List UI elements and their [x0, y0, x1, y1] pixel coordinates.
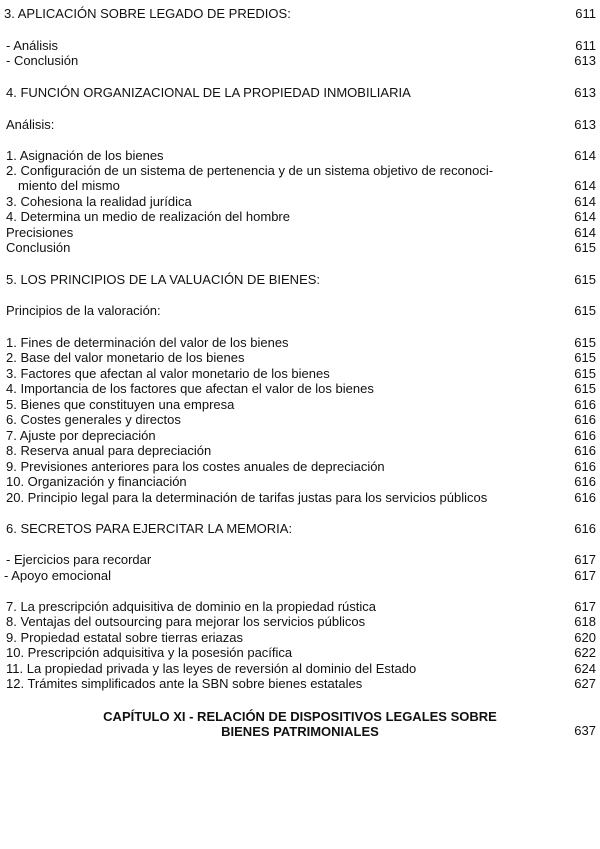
- toc-entry: [0, 335, 600, 351]
- toc-entry: [0, 676, 600, 692]
- toc-entry: [0, 350, 600, 366]
- entry-page: 616: [574, 459, 596, 474]
- entry-title: 1. Fines de determinación del valor de los bienes: [6, 335, 289, 350]
- toc-entry: [0, 381, 600, 397]
- toc-entry: [0, 366, 600, 382]
- toc-entry-section-4: [0, 85, 600, 101]
- entry-page: 615: [574, 240, 596, 255]
- entry-page: 616: [574, 428, 596, 443]
- entry-page: 618: [574, 614, 596, 629]
- entry-page: 615: [574, 366, 596, 381]
- entry-title: 10. Prescripción adquisitiva y la posesión pacífica: [6, 645, 293, 660]
- entry-page: 616: [574, 490, 596, 505]
- entry-page: 615: [574, 381, 596, 396]
- entry-title: 4. Importancia de los factores que afectan el valor de los bienes: [6, 381, 374, 396]
- entry-title: 4. FUNCIÓN ORGANIZACIONAL DE LA PROPIEDAD INMOBILIARIA: [6, 85, 411, 100]
- entry-page: 615: [574, 272, 596, 287]
- toc-entry: [0, 645, 600, 661]
- toc-entry: [0, 53, 600, 69]
- toc-entry: [0, 443, 600, 459]
- entry-title: 9. Previsiones anteriores para los costes anuales de depreciación: [6, 459, 385, 474]
- entry-title: 8. Reserva anual para depreciación: [6, 443, 212, 458]
- toc-entry: [0, 225, 600, 241]
- entry-title: 7. Ajuste por depreciación: [6, 428, 156, 443]
- entry-title: - Conclusión: [6, 53, 79, 68]
- entry-page: 624: [574, 661, 596, 676]
- entry-page: 611: [575, 6, 596, 21]
- entry-title: 5. Bienes que constituyen una empresa: [6, 397, 235, 412]
- entry-page: 615: [574, 335, 596, 350]
- chapter-heading-line1: CAPÍTULO XI - RELACIÓN DE DISPOSITIVOS LEGALES SOBRE: [103, 709, 497, 724]
- toc-entry: [0, 240, 600, 256]
- toc-entry: [0, 412, 600, 428]
- toc-entry: [0, 661, 600, 677]
- entry-title: 2. Configuración de un sistema de pertenencia y de un sistema objetivo de reconoci-: [6, 163, 494, 178]
- entry-title: 6. SECRETOS PARA EJERCITAR LA MEMORIA:: [6, 521, 293, 536]
- entry-title: Análisis:: [6, 117, 55, 132]
- toc-entry: [0, 552, 600, 568]
- entry-title: 3. Cohesiona la realidad jurídica: [6, 194, 192, 209]
- entry-title: - Ejercicios para recordar: [6, 552, 152, 567]
- entry-title: - Análisis: [6, 38, 59, 53]
- toc-entry: [0, 614, 600, 630]
- entry-title: 10. Organización y financiación: [6, 474, 187, 489]
- toc-entry: [0, 568, 600, 584]
- toc-entry-section-3: [0, 6, 600, 22]
- chapter-heading-line2: BIENES PATRIMONIALES: [221, 724, 379, 739]
- toc-entry: [0, 490, 600, 506]
- entry-title: 2. Base del valor monetario de los bienes: [6, 350, 245, 365]
- entry-title: 3. APLICACIÓN SOBRE LEGADO DE PREDIOS:: [4, 6, 291, 21]
- toc-entry: [0, 209, 600, 225]
- entry-page: 616: [574, 474, 596, 489]
- entry-title: 6. Costes generales y directos: [6, 412, 181, 427]
- entry-title: Conclusión: [6, 240, 71, 255]
- entry-title: 5. LOS PRINCIPIOS DE LA VALUACIÓN DE BIENES:: [6, 272, 321, 287]
- entry-page: 617: [574, 552, 596, 567]
- toc-entry: [0, 38, 600, 54]
- entry-title: - Apoyo emocional: [4, 568, 111, 583]
- entry-page: 616: [574, 412, 596, 427]
- entry-page: 611: [575, 38, 596, 53]
- entry-page: 614: [574, 148, 596, 163]
- entry-title: 9. Propiedad estatal sobre tierras eriazas: [6, 630, 244, 645]
- toc-entry-section-6: [0, 521, 600, 537]
- entry-title: 8. Ventajas del outsourcing para mejorar los servicios públicos: [6, 614, 366, 629]
- toc-entry-section-5: [0, 272, 600, 288]
- entry-title: 11. La propiedad privada y las leyes de reversión al dominio del Estado: [6, 661, 417, 676]
- entry-page: 617: [574, 599, 596, 614]
- entry-page: 614: [574, 194, 596, 209]
- toc-entry: [0, 194, 600, 210]
- toc-entry: [0, 428, 600, 444]
- entry-page: 620: [574, 630, 596, 645]
- entry-page: 616: [574, 521, 596, 536]
- toc-entry: [0, 459, 600, 475]
- entry-page: 615: [574, 303, 596, 318]
- toc-entry: [0, 148, 600, 164]
- entry-page: 615: [574, 350, 596, 365]
- entry-page: 622: [574, 645, 596, 660]
- toc-entry: [0, 630, 600, 646]
- entry-page: 613: [574, 53, 596, 68]
- entry-page: 617: [574, 568, 596, 583]
- entry-title: 12. Trámites simplificados ante la SBN sobre bienes estatales: [6, 676, 363, 691]
- entry-page: 614: [574, 178, 596, 193]
- toc-entry: [0, 178, 600, 194]
- entry-page: 613: [574, 117, 596, 132]
- toc-entry: [0, 117, 600, 133]
- toc-entry: [0, 397, 600, 413]
- toc-entry: [0, 163, 600, 179]
- entry-title: 1. Asignación de los bienes: [6, 148, 164, 163]
- entry-title: Precisiones: [6, 225, 74, 240]
- entry-page: 613: [574, 85, 596, 100]
- entry-title: 4. Determina un medio de realización del hombre: [6, 209, 290, 224]
- entry-page: 614: [574, 209, 596, 224]
- entry-page: 614: [574, 225, 596, 240]
- entry-title: 3. Factores que afectan al valor monetario de los bienes: [6, 366, 330, 381]
- entry-title: Principios de la valoración:: [6, 303, 161, 318]
- toc-entry: [0, 474, 600, 490]
- entry-title: 7. La prescripción adquisitiva de dominio en la propiedad rústica: [6, 599, 376, 614]
- entry-page: 616: [574, 443, 596, 458]
- entry-page: 627: [574, 676, 596, 691]
- toc-entry: [0, 303, 600, 319]
- toc-entry: [0, 599, 600, 615]
- entry-title: 20. Principio legal para la determinación de tarifas justas para los servicios públicos: [6, 490, 488, 505]
- chapter-heading: [80, 709, 520, 739]
- chapter-page: 637: [574, 723, 596, 738]
- entry-page: 616: [574, 397, 596, 412]
- entry-title: miento del mismo: [18, 178, 120, 193]
